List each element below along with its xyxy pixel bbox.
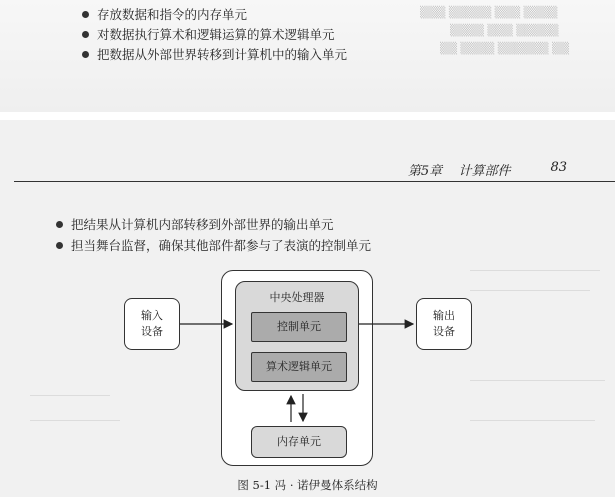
chapter-number: 第5章 — [407, 164, 443, 179]
top-bullet-text: 存放数据和指令的内存单元 — [97, 7, 248, 22]
alu-label: 算术逻辑单元 — [266, 359, 332, 373]
output-device-label: 输出 设备 — [433, 308, 455, 338]
memory-unit-label: 内存单元 — [277, 434, 321, 448]
bleed-through-text: ▒▒▒ ▒▒▒▒▒ ▒▒▒ ▒▒▒▒ — [420, 6, 558, 19]
bleed-through-text: ▒▒▒▒ ▒▒▒ ▒▒▒▒▒ — [450, 24, 559, 37]
control-unit-label: 控制单元 — [277, 319, 321, 333]
bottom-bullet-text: 把结果从计算机内部转移到外部世界的输出单元 — [71, 217, 334, 232]
page-number: 83 — [550, 160, 567, 175]
cpu-label: 中央处理器 — [269, 291, 325, 304]
chapter-title: 计算部件 — [458, 164, 511, 179]
top-bullet-text: 把数据从外部世界转移到计算机中的输入单元 — [97, 47, 348, 62]
figure-caption: 图 5-1 冯 · 诺伊曼体系结构 — [237, 478, 378, 492]
input-device-label: 输入 设备 — [141, 308, 163, 338]
top-bullet-text: 对数据执行算术和逻辑运算的算术逻辑单元 — [97, 27, 335, 42]
bleed-through-text: ▒▒ ▒▒▒▒ ▒▒▒▒▒▒ ▒▒ — [440, 42, 569, 55]
bottom-bullet-text: 担当舞台监督，确保其他部件都参与了表演的控制单元 — [71, 238, 372, 253]
